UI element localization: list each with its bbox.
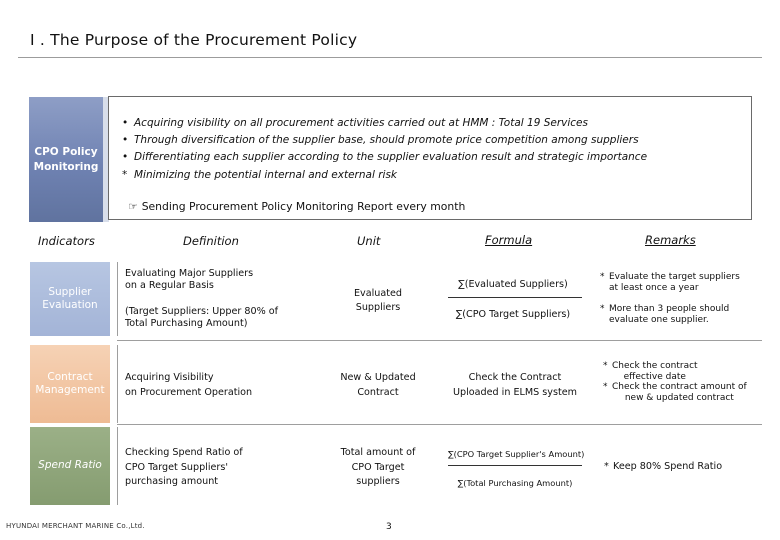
remark-text: Check the contract amount of new & updated contract <box>612 382 747 403</box>
row-label-text: Spend Ratio <box>38 459 102 472</box>
remark-text: More than 3 people should evaluate one supplier. <box>609 304 730 325</box>
header-definition: Definition <box>183 234 239 248</box>
sending-report-note <box>128 200 465 213</box>
unit-spend-ratio: Total amount of CPO Target suppliers <box>340 447 416 487</box>
header-indicators: Indicators <box>38 234 95 248</box>
bullet-marker: • <box>122 151 129 164</box>
cpo-bullet <box>122 149 647 166</box>
bullet-text: Through diversification of the supplier base, should promote price competition among suppliers <box>134 134 639 147</box>
title-divider <box>18 57 762 58</box>
remark-text: Check the contract effective date <box>612 361 698 382</box>
remark-item <box>600 272 740 294</box>
cpo-bullet <box>122 132 647 149</box>
bullet-text: Acquiring visibility on all procurement activities carried out at HMM : Total 19 Services <box>134 117 588 129</box>
row-label-spend-ratio <box>30 427 110 505</box>
remark-marker: * <box>600 272 605 282</box>
fraction-bar <box>448 465 582 466</box>
row-divider-vertical <box>117 427 118 505</box>
bullet-marker: * <box>122 168 128 181</box>
row-label-contract-management <box>30 345 110 423</box>
formula-numerator: ∑(CPO Target Supplier's Amount) <box>448 449 585 459</box>
row-separator <box>117 424 762 425</box>
definition-supplier-evaluation-note: (Target Suppliers: Upper 80% of Total Purchasing Amount) <box>125 306 278 329</box>
remark-item <box>603 382 747 404</box>
definition-contract-management: Acquiring Visibility on Procurement Operation <box>125 372 253 398</box>
definition-spend-ratio: Checking Spend Ratio of CPO Target Suppliers' purchasing amount <box>125 447 243 487</box>
page-number: 3 <box>386 522 392 532</box>
row-label-text: Contract Management <box>35 370 105 396</box>
unit-contract-management: New & Updated Contract <box>340 372 416 398</box>
formula-numerator: ∑(Evaluated Suppliers) <box>458 279 568 290</box>
cpo-bullet-list <box>122 115 647 184</box>
cpo-bullet <box>122 115 647 132</box>
bullet-text: Differentiating each supplier according to the supplier evaluation result and strategic importance <box>134 151 648 164</box>
remark-text: Keep 80% Spend Ratio <box>613 461 723 472</box>
bullet-marker: • <box>122 117 129 129</box>
unit-supplier-evaluation: Evaluated Suppliers <box>354 288 402 313</box>
remark-item <box>604 461 722 472</box>
remark-item <box>603 361 698 383</box>
row-separator <box>117 340 762 341</box>
cpo-label-text: CPO Policy Monitoring <box>33 146 99 173</box>
remark-item <box>600 304 729 326</box>
formula-contract-management: Check the Contract Uploaded in ELMS system <box>453 372 577 398</box>
row-label-supplier-evaluation <box>30 262 110 336</box>
cpo-policy-monitoring-label <box>29 97 109 222</box>
remark-marker: * <box>603 361 608 371</box>
row-divider-vertical <box>117 262 118 336</box>
formula-denominator: ∑(Total Purchasing Amount) <box>457 478 573 488</box>
remark-marker: * <box>603 382 608 392</box>
pointing-hand-icon: ☞ <box>128 200 138 213</box>
formula-denominator: ∑(CPO Target Suppliers) <box>455 309 571 320</box>
sending-report-text: Sending Procurement Policy Monitoring Report every month <box>141 200 466 213</box>
row-divider-vertical <box>117 345 118 423</box>
remark-text: Evaluate the target suppliers at least once a year <box>609 272 740 293</box>
company-footer: HYUNDAI MERCHANT MARINE Co.,Ltd. <box>6 522 145 530</box>
header-remarks: Remarks <box>645 233 696 247</box>
fraction-bar <box>448 297 582 298</box>
cpo-bullet <box>122 167 647 184</box>
header-unit: Unit <box>357 234 381 248</box>
remark-marker: * <box>600 304 605 314</box>
row-label-text: Supplier Evaluation <box>42 285 98 311</box>
remark-marker: * <box>604 461 609 472</box>
definition-supplier-evaluation-main: Evaluating Major Suppliers on a Regular Basis <box>125 268 254 291</box>
page-title: I . The Purpose of the Procurement Policy <box>30 31 358 49</box>
bullet-text: Minimizing the potential internal and external risk <box>134 168 397 181</box>
header-formula: Formula <box>485 233 533 247</box>
bullet-marker: • <box>122 134 129 147</box>
